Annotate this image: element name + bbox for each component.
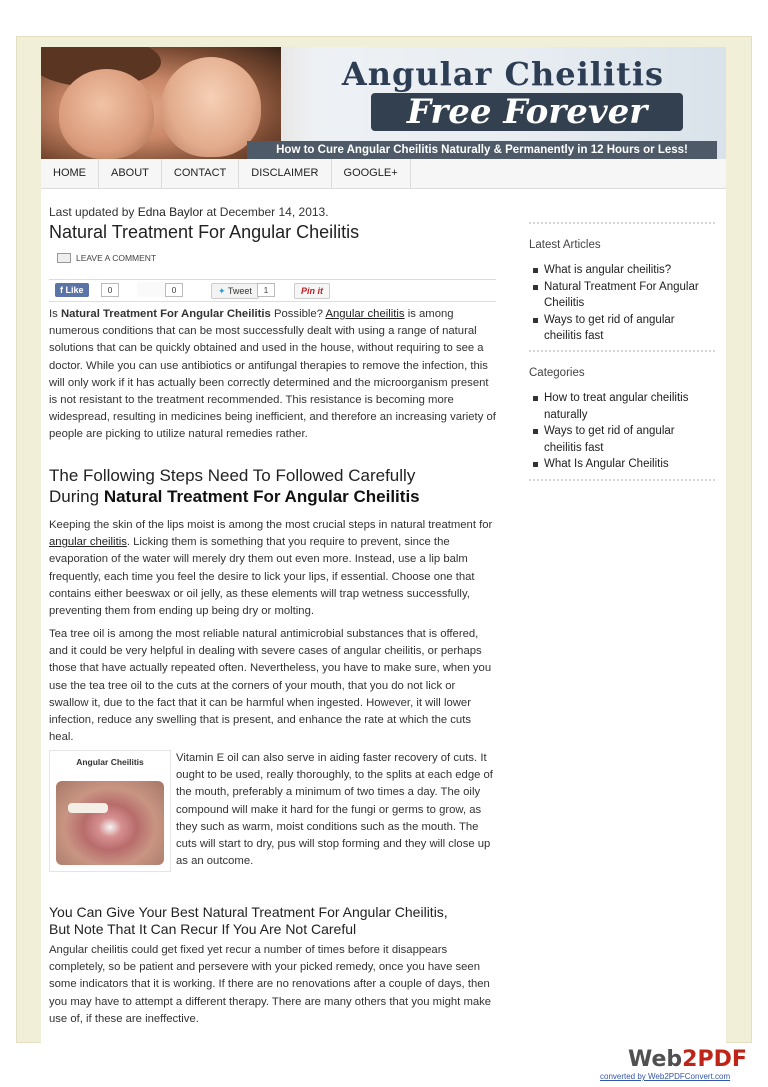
- nav-home[interactable]: HOME: [41, 159, 99, 188]
- google-plus-count: 0: [165, 283, 183, 297]
- leave-comment-label: LEAVE A COMMENT: [76, 253, 157, 263]
- author-link[interactable]: Edna Baylor: [137, 205, 204, 219]
- recur-paragraph: Angular cheilitis could get fixed yet recur a number of times before it disappears completely, so be patient and persevere with your picked remedy, once you have seen some indicators that it is working. If there are no renovations after a couple of days, then you may have to attempt a different therapy. There are many others that you might make use of, if these are ineffective.: [49, 944, 492, 1025]
- social-share-bar: [49, 279, 496, 302]
- comment-icon: [57, 253, 71, 263]
- latest-article-item[interactable]: What is angular cheilitis?: [529, 262, 715, 279]
- latest-article-item[interactable]: Ways to get rid of angular cheilitis fast: [529, 312, 715, 345]
- tweet-label: Tweet: [227, 286, 252, 296]
- tweet-count: 1: [257, 283, 275, 297]
- categories-list: [529, 390, 715, 473]
- site-subtitle: Free Forever: [371, 93, 683, 131]
- like-label: Like: [65, 285, 84, 295]
- twitter-icon: ✦: [218, 286, 228, 296]
- latest-articles-list: [529, 262, 715, 345]
- nav-contact[interactable]: CONTACT: [162, 159, 239, 188]
- couple-photo: [41, 47, 281, 159]
- category-item[interactable]: How to treat angular cheilitis naturally: [529, 390, 715, 423]
- post-title: Natural Treatment For Angular Cheilitis: [49, 222, 360, 242]
- leave-comment-link[interactable]: [57, 253, 156, 263]
- latest-articles-heading: Latest Articles: [529, 239, 601, 251]
- site-banner[interactable]: [41, 47, 726, 159]
- image-caption: Angular Cheilitis: [76, 757, 144, 767]
- nav-google-plus[interactable]: GOOGLE+: [332, 159, 411, 188]
- lip-moisture-paragraph: Keeping the skin of the lips moist is among the most crucial steps in natural treatment for angular cheilitis. Licking them is something that you require to prevent, since the evaporation of the water will merely dry them out even more. Instead, use a lip balm frequently, each time you feel the desire to lick your lips, if essential. Choose one that contains either beeswax or oil jelly, as these elements will trap wetness successfully, preventing them from ending up being dry or molting.: [49, 519, 493, 618]
- nav-disclaimer[interactable]: DISCLAIMER: [239, 159, 331, 188]
- angular-cheilitis-link[interactable]: Angular cheilitis: [325, 308, 405, 320]
- angular-cheilitis-link-2[interactable]: angular cheilitis: [49, 536, 127, 549]
- converted-by-link[interactable]: converted by Web2PDFConvert.com: [600, 1072, 731, 1081]
- post-meta: [49, 205, 329, 219]
- angular-cheilitis-image: [49, 750, 171, 872]
- pinterest-button[interactable]: Pin it: [294, 283, 330, 299]
- section-heading-steps: The Following Steps Need To Followed Carefully During Natural Treatment For Angular Cheilitis: [49, 466, 420, 506]
- vitamin-e-paragraph: Vitamin E oil can also serve in aiding faster recovery of cuts. It ought to be used, really thoroughly, to the splits at each edge of the mouth, preferably a minimum of two times a day. The oily compound will make it hard for the fungi or germs to grow, as they such as warm, moist conditions such as the mouth. The cuts will start to dry, pus will stop forming and they will close up as an outcome.: [176, 752, 493, 868]
- google-plus-button[interactable]: [137, 282, 165, 297]
- sidebar-divider: [529, 222, 715, 227]
- tweet-button[interactable]: [211, 283, 259, 299]
- intro-paragraph: Is Natural Treatment For Angular Cheilitis Possible? Angular cheilitis is among numerous conditions that can be most successfully dealt with using a range of natural solutions that can be quickly obtained and used in the house, without requiring to see a doctor. While you can use antibiotics or antifungal therapies to remove the infection, this will only work if it has actually been correctly determined and the microorganism present is not resistant to the treatment recommended. This resistance is becoming more widespread, resulting in medicines being inefficient, and therefore an increasing variety of people are picking to utilize natural remedies rather.: [49, 308, 496, 441]
- section-heading-recur: You Can Give Your Best Natural Treatment For Angular Cheilitis, But Note That It Can Recur If You Are Not Careful: [49, 904, 448, 937]
- nav-about[interactable]: ABOUT: [99, 159, 162, 188]
- web2pdf-logo[interactable]: Web2PDF: [628, 1047, 747, 1072]
- categories-heading: Categories: [529, 367, 585, 379]
- site-title: Angular Cheilitis: [341, 55, 665, 93]
- like-count: 0: [101, 283, 119, 297]
- category-item[interactable]: What Is Angular Cheilitis: [529, 456, 715, 473]
- meta-prefix: Last updated by: [49, 205, 135, 219]
- site-tagline: How to Cure Angular Cheilitis Naturally & Permanently in 12 Hours or Less!: [247, 141, 717, 159]
- facebook-icon: f: [60, 285, 66, 295]
- sidebar-divider: [529, 479, 715, 484]
- meta-date: at December 14, 2013.: [206, 205, 329, 219]
- category-item[interactable]: Ways to get rid of angular cheilitis fast: [529, 423, 715, 456]
- main-nav: [41, 159, 726, 189]
- latest-article-item[interactable]: Natural Treatment For Angular Cheilitis: [529, 279, 715, 312]
- facebook-like-button[interactable]: [55, 283, 89, 297]
- page-content: [41, 47, 726, 1047]
- sidebar-divider: [529, 350, 715, 355]
- tea-tree-oil-paragraph: Tea tree oil is among the most reliable natural antimicrobial substances that is offered, and it could be very helpful in dealing with severe cases of angular cheilitis, or perhaps those that have actually repeated often. Nevertheless, you have to make sure, when you use the tea tree oil to the cuts at the corners of your mouth, that you do not lick or swallow it, due to the fact that it can be harmful when ingested. However, it will lower infection, reduce any swelling that is present, and enhance the rate at which the cuts heal.: [49, 628, 492, 744]
